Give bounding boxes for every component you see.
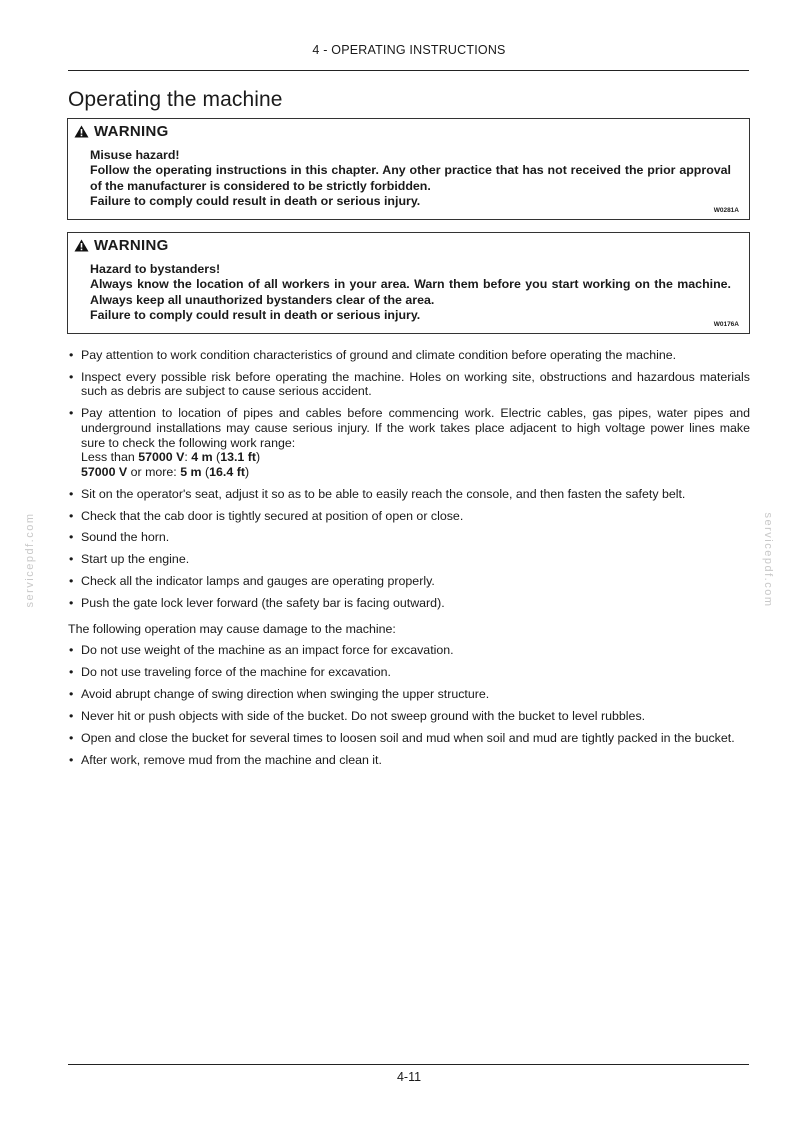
warning-box-misuse: [67, 118, 750, 220]
list-item: • Sound the horn.: [69, 530, 170, 545]
warning-text: Follow the operating instructions in this chapter. Any other practice that has not received the prior approval of the manufacturer is considered to be strictly forbidden.: [90, 163, 731, 193]
work-range-line-2: 57000 V or more: 5 m (16.4 ft): [81, 464, 250, 479]
list-item: • Check that the cab door is tightly secured at position of open or close.: [69, 508, 464, 523]
list-item: • Pay attention to location of pipes and cables before commencing work. Electric cables, gas pipes, water pipes and underground installations may cause serious injury. If the work takes place adjacent to high voltage power lines make sure to check the following work range: Less than 57000 V: 4 m (13.1 ft) 57000 V or more: 5 m (16.4 ft): [69, 406, 750, 479]
warning-heading-label: WARNING: [94, 123, 169, 140]
list-item: • Sit on the operator's seat, adjust it so as to be able to easily reach the console, and then fasten the safety belt.: [69, 486, 686, 501]
list-item: • Check all the indicator lamps and gauges are operating properly.: [69, 574, 435, 589]
warning-heading-label: WARNING: [94, 237, 169, 254]
list-item: • Inspect every possible risk before operating the machine. Holes on working site, obstructions and hazardous materials such as debris are subject to cause serious accident.: [69, 369, 750, 399]
running-header: 4 - OPERATING INSTRUCTIONS: [312, 43, 506, 57]
warning-heading: [74, 123, 169, 140]
list-item: • Do not use weight of the machine as an impact force for excavation.: [69, 643, 454, 658]
list-item: • After work, remove mud from the machine and clean it.: [69, 752, 382, 767]
list-item: • Avoid abrupt change of swing direction when swinging the upper structure.: [69, 687, 490, 702]
list-item: • Start up the engine.: [69, 552, 190, 567]
page-title: Operating the machine: [68, 88, 283, 111]
warning-triangle-icon: [74, 125, 89, 138]
warning-body: [90, 262, 731, 324]
warning-code: W0176A: [713, 321, 739, 328]
list-item: • Never hit or push objects with side of the bucket. Do not sweep ground with the bucket to level rubbles.: [69, 708, 646, 723]
warning-triangle-icon: [74, 239, 89, 252]
damage-intro: The following operation may cause damage to the machine:: [68, 621, 396, 636]
bullet: •: [69, 552, 74, 567]
warning-body: [90, 148, 731, 210]
watermark-right: servicepdf.com: [762, 512, 774, 608]
list-item: • Push the gate lock lever forward (the safety bar is facing outward).: [69, 596, 445, 611]
list-item: • Open and close the bucket for several times to loosen soil and mud when soil and mud are tightly packed in the bucket.: [69, 730, 735, 745]
page-number: 4-11: [396, 1070, 422, 1084]
warning-box-bystanders: [67, 232, 750, 334]
precaution-list: [68, 348, 750, 611]
bullet: •: [69, 486, 74, 501]
bullet: •: [69, 530, 74, 545]
bullet: •: [69, 708, 74, 723]
list-item: • Do not use traveling force of the machine for excavation.: [69, 665, 391, 680]
bullet: •: [69, 665, 74, 680]
warning-hazard: Misuse hazard!: [90, 148, 180, 162]
bullet: •: [69, 687, 74, 702]
list-item: • Pay attention to work condition characteristics of ground and climate condition before operating the machine.: [69, 348, 677, 362]
warning-failure: Failure to comply could result in death or serious injury.: [90, 194, 421, 209]
bullet: •: [69, 574, 74, 589]
warning-hazard: Hazard to bystanders!: [90, 262, 221, 276]
bullet: •: [69, 406, 74, 421]
warning-heading: [74, 237, 169, 254]
instructions-body: [68, 348, 750, 775]
bullet: •: [69, 348, 74, 362]
work-range-line-1: Less than 57000 V: 4 m (13.1 ft): [81, 450, 261, 465]
header-rule: [68, 70, 749, 71]
warning-text: Always know the location of all workers in your area. Warn them before you start working on the machine. Always keep all unauthorized bystanders clear of the area.: [90, 277, 731, 307]
bullet: •: [69, 508, 74, 523]
warning-code: W0281A: [713, 207, 739, 214]
footer-rule: [68, 1064, 749, 1065]
bullet: •: [69, 643, 74, 658]
watermark-left: servicepdf.com: [24, 512, 36, 608]
bullet: •: [69, 369, 74, 384]
bullet: •: [69, 752, 74, 767]
warning-failure: Failure to comply could result in death or serious injury.: [90, 308, 421, 323]
bullet: •: [69, 596, 74, 611]
bullet: •: [69, 730, 74, 745]
damage-list: [68, 643, 750, 767]
